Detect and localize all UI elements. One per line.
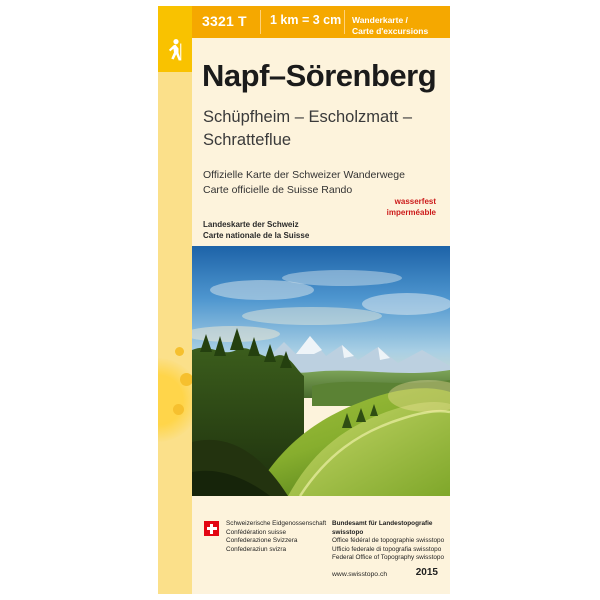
sun-decoration	[158, 358, 192, 442]
office-name: Bundesamt für Landestopografie swisstopo	[332, 520, 433, 536]
sheet-number: 3321 T	[202, 13, 247, 29]
spine-dot	[173, 404, 184, 415]
map-kind-de: Wanderkarte /	[352, 15, 408, 25]
official-note-de: Offizielle Karte der Schweizer Wanderwege	[203, 169, 405, 181]
waterproof-label-de: wasserfest	[394, 197, 436, 206]
page-title: Napf–Sörenberg	[202, 58, 437, 93]
cover-spine	[158, 6, 192, 594]
subtitle-line-2: Schratteflue	[203, 131, 292, 149]
subtitle	[203, 106, 433, 152]
cover-footer	[192, 511, 450, 594]
confederation-names	[226, 520, 326, 554]
office-name: Federal Office of Topography swisstopo	[332, 554, 445, 562]
website-url[interactable]: www.swisstopo.ch	[332, 571, 388, 578]
subtitle-line-1: Schüpfheim – Escholzmatt –	[203, 108, 413, 126]
cover-photo-image	[192, 246, 450, 496]
national-map-note	[203, 219, 403, 241]
edition-year: 2015	[415, 567, 438, 578]
header-divider	[344, 10, 345, 34]
cover-header	[192, 6, 450, 38]
national-map-note-de: Landeskarte der Schweiz	[203, 220, 299, 229]
waterproof-label-fr: imperméable	[386, 208, 436, 217]
waterproof-badge	[387, 196, 436, 218]
office-name: Office fédéral de topographie swisstopo	[332, 537, 445, 545]
official-note	[203, 168, 423, 198]
map-kind-fr: Carte d'excursions	[352, 26, 429, 36]
hiker-icon	[165, 38, 185, 64]
spine-dot	[180, 373, 192, 386]
map-cover	[158, 6, 450, 594]
map-scale: 1 km = 3 cm	[270, 13, 342, 27]
header-divider	[260, 10, 261, 34]
cover-photo	[192, 246, 450, 496]
confederation-name: Confederazione Svizzera	[226, 537, 298, 545]
swiss-flag-icon	[204, 521, 219, 536]
confederation-name: Confederaziun svizra	[226, 545, 287, 553]
confederation-name: Confédération suisse	[226, 528, 287, 536]
office-name: Ufficio federale di topografia swisstopo	[332, 545, 442, 553]
official-note-fr: Carte officielle de Suisse Rando	[203, 184, 353, 196]
confederation-name: Schweizerische Eidgenossenschaft	[226, 520, 327, 527]
map-kind	[352, 15, 428, 37]
office-names	[332, 520, 450, 563]
spine-dot	[175, 347, 184, 356]
national-map-note-fr: Carte nationale de la Suisse	[203, 231, 310, 240]
